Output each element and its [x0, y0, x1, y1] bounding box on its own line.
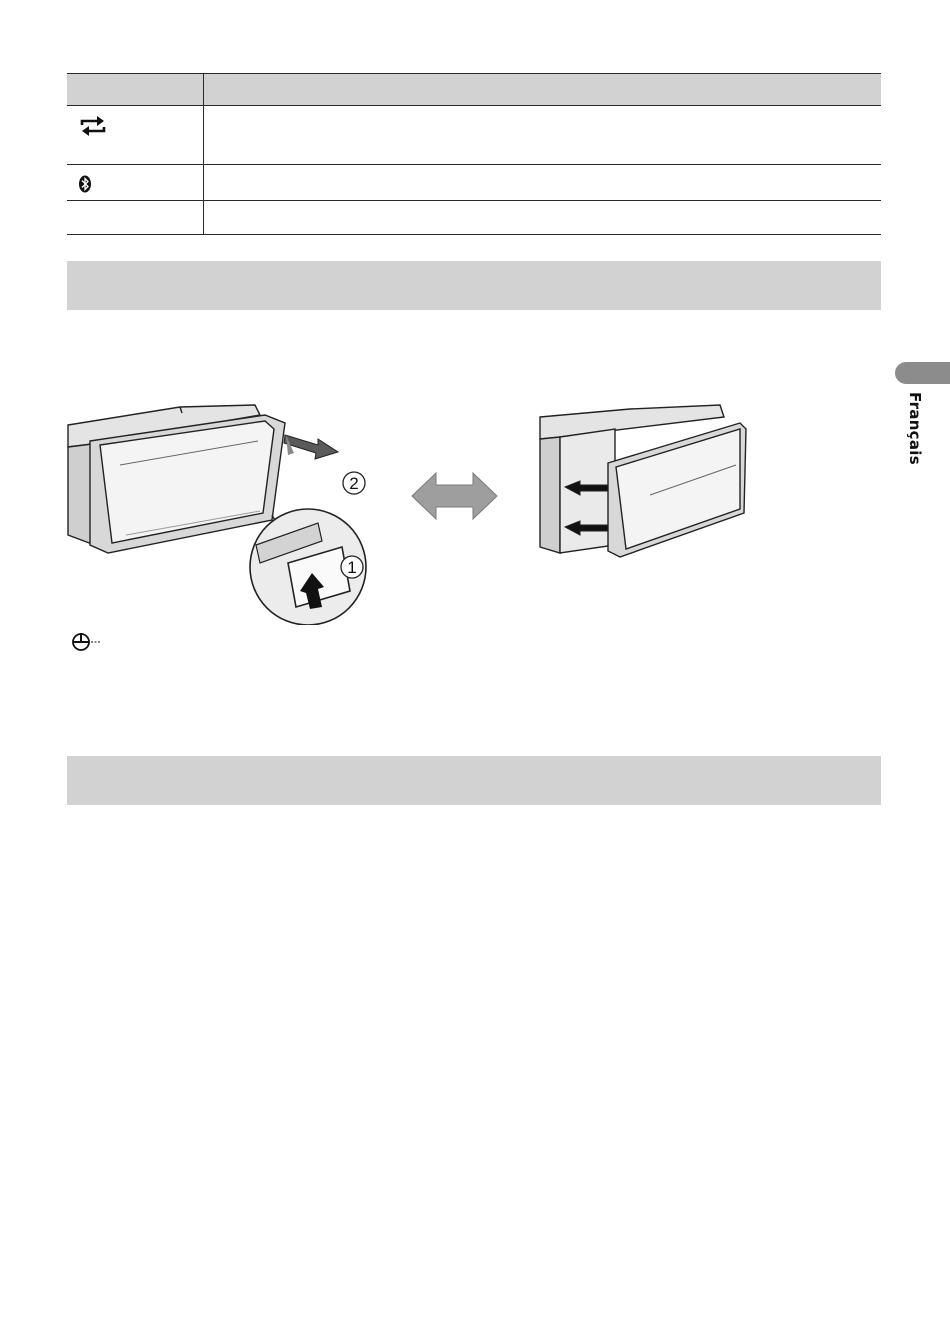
table-row — [67, 201, 881, 235]
table-row — [67, 106, 881, 165]
column-divider — [203, 74, 204, 105]
table-header — [67, 73, 881, 106]
step-2-label: 2 — [349, 474, 359, 493]
double-arrow — [412, 473, 497, 519]
section-header-bar — [67, 261, 881, 310]
step-1-marker — [341, 556, 363, 578]
pull-arrow — [284, 435, 338, 459]
important-icon — [67, 631, 103, 658]
bluetooth-icon — [77, 175, 93, 198]
front-panel-illustration — [60, 395, 760, 625]
step-2-marker — [343, 472, 365, 494]
table-row — [67, 165, 881, 201]
indicator-table — [67, 73, 881, 235]
front-panel-right — [608, 423, 746, 557]
column-divider — [203, 106, 204, 164]
column-divider — [203, 201, 204, 234]
step-1-label: 1 — [347, 558, 357, 577]
language-label: Français — [906, 392, 924, 465]
column-divider — [203, 165, 204, 200]
repeat-icon — [77, 114, 109, 143]
section-header-bar — [67, 756, 881, 805]
language-tab — [895, 362, 950, 384]
